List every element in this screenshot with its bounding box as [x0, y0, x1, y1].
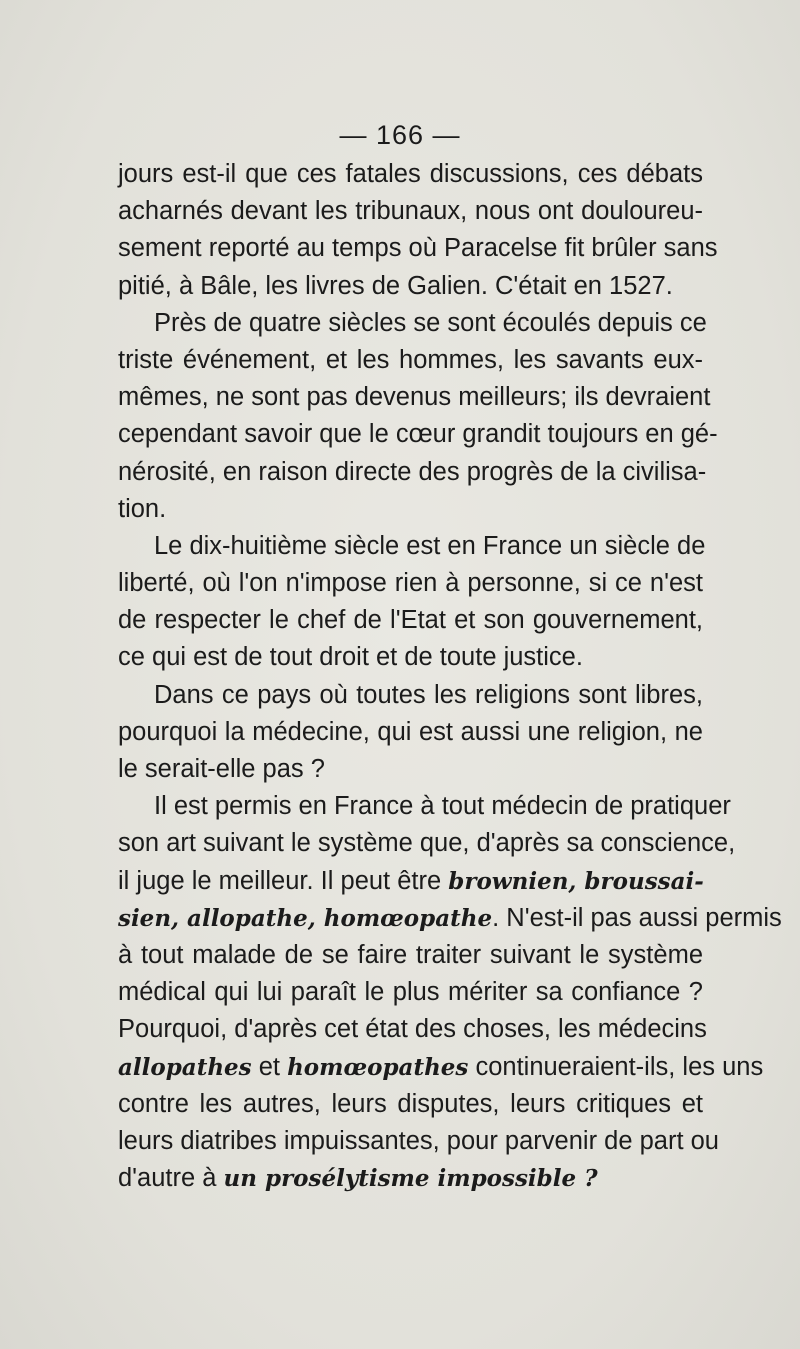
text-segment: ce qui est de tout droit et de toute justice.	[118, 643, 583, 672]
italic-text: allopathes	[118, 1053, 252, 1081]
text-segment: à tout malade de se faire traiter suivant le système	[118, 940, 703, 969]
text-segment: pitié, à Bâle, les livres de Galien. C'était en 1527.	[118, 271, 673, 300]
text-segment: médical qui lui paraît le plus mériter sa confiance ?	[118, 978, 703, 1007]
text-line	[118, 639, 703, 676]
page-number: — 166 —	[339, 120, 461, 150]
text-line	[118, 565, 703, 602]
text-line	[118, 193, 703, 230]
text-line	[118, 342, 703, 379]
text-segment: le serait-elle pas ?	[118, 755, 325, 783]
text-segment: leurs diatribes impuissantes, pour parvenir de part ou	[118, 1126, 719, 1155]
text-segment: nérosité, en raison directe des progrès de la civilisa-	[118, 457, 707, 486]
text-segment: contre les autres, leurs disputes, leurs critiques et	[118, 1089, 703, 1118]
text-line	[118, 863, 703, 900]
text-segment: pourquoi la médecine, qui est aussi une religion, ne	[118, 717, 703, 746]
text-segment: triste événement, et les hommes, les savants eux-	[118, 345, 703, 374]
text-line	[118, 677, 703, 714]
text-line	[118, 528, 706, 565]
text-segment: Le dix-huitième siècle est en France un siècle de	[154, 531, 706, 560]
text-line	[118, 156, 703, 193]
italic-text: un prosélytisme impossible ?	[223, 1165, 598, 1193]
text-segment: tion.	[118, 494, 167, 523]
text-line	[118, 937, 703, 974]
text-line	[118, 454, 707, 491]
text-segment: Près de quatre siècles se sont écoulés depuis ce	[154, 308, 707, 337]
text-line	[118, 1086, 703, 1123]
text-line	[118, 491, 703, 528]
text-line	[118, 268, 703, 305]
text-segment: jours est-il que ces fatales discussions, ces débats	[118, 160, 703, 188]
text-segment: . N'est-il pas aussi permis	[492, 903, 782, 932]
text-segment: sement reporté au temps où Paracelse fit brûler sans	[118, 234, 718, 263]
text-line	[118, 416, 718, 453]
text-line	[118, 1049, 764, 1086]
text-segment: continueraient-ils, les uns	[468, 1052, 764, 1081]
text-segment: d'autre à	[118, 1164, 224, 1193]
text-segment: de respecter le chef de l'Etat et son gouvernement,	[118, 606, 703, 635]
italic-text: brownien, broussai-	[448, 867, 704, 895]
text-line	[118, 1011, 707, 1048]
body-text	[118, 156, 782, 1197]
text-line	[118, 974, 703, 1011]
text-segment: mêmes, ne sont pas devenus meilleurs; ils devraient	[118, 383, 711, 412]
text-segment: Dans ce pays où toutes les religions sont libres,	[154, 680, 703, 709]
italic-text: sien, allopathe, homœopathe	[118, 904, 493, 932]
text-segment: cependant savoir que le cœur grandit toujours en gé-	[118, 420, 718, 449]
text-segment: acharnés devant les tribunaux, nous ont douloureu-	[118, 197, 703, 226]
text-line	[118, 900, 782, 937]
text-line	[118, 1160, 703, 1197]
text-line	[118, 825, 736, 862]
text-segment: liberté, où l'on n'impose rien à personne, si ce n'est	[118, 569, 703, 598]
text-line	[118, 602, 703, 639]
text-line	[118, 1123, 719, 1160]
text-line	[118, 230, 718, 267]
text-segment: et	[251, 1052, 288, 1081]
text-line	[118, 305, 707, 342]
text-line	[118, 379, 711, 416]
text-segment: Pourquoi, d'après cet état des choses, les médecins	[118, 1015, 707, 1044]
text-line	[118, 751, 703, 788]
italic-text: homœopathes	[287, 1053, 469, 1081]
text-line	[118, 714, 703, 751]
text-segment: il juge le meilleur. Il peut être	[118, 866, 449, 895]
text-segment: son art suivant le système que, d'après sa conscience,	[118, 829, 736, 858]
text-line	[118, 788, 731, 825]
text-segment: Il est permis en France à tout médecin de pratiquer	[154, 792, 731, 821]
